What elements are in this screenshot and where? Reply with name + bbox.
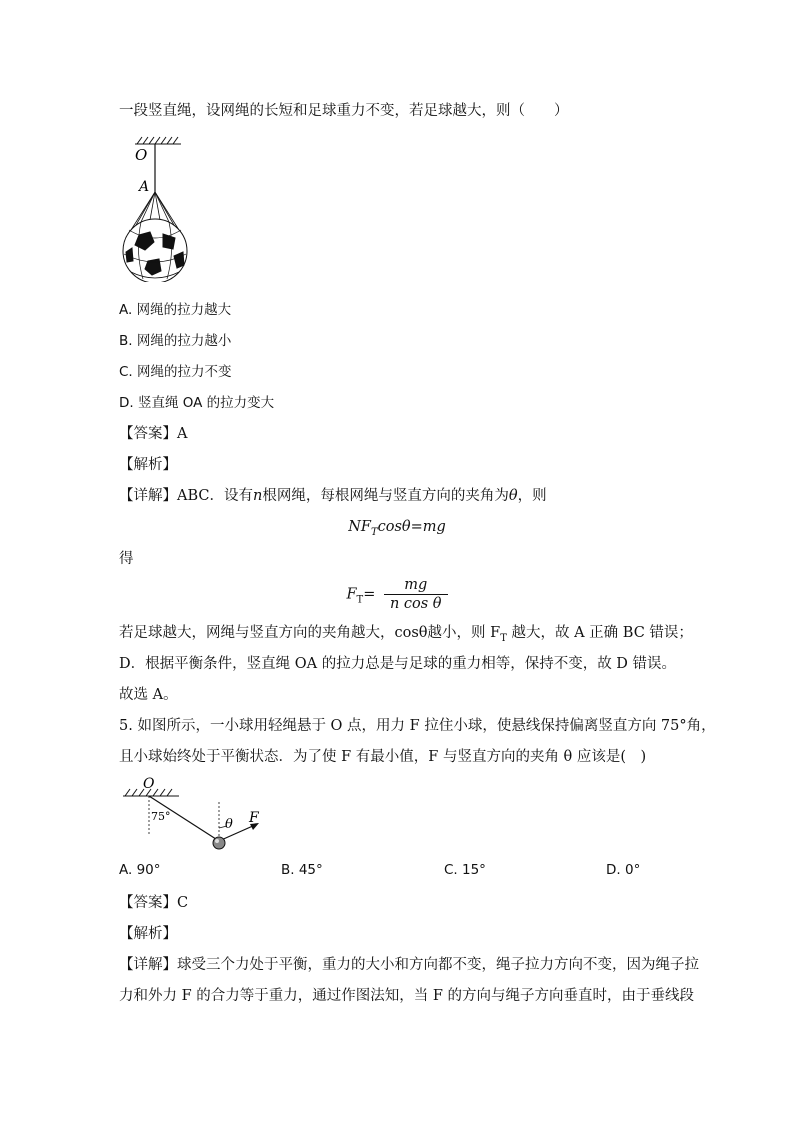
choice-a: A. 90° <box>119 862 161 878</box>
q4-figure <box>117 134 197 282</box>
choice-c: C. 15° <box>444 862 486 878</box>
detail-n: n <box>253 488 263 504</box>
q4-detail-line <box>119 486 547 506</box>
fraction <box>384 576 448 613</box>
football <box>123 219 187 282</box>
q5-answer: 【答案】C <box>119 895 189 911</box>
label-F: F <box>249 810 259 826</box>
q4-intro: 一段竖直绳，设网绳的长短和足球重力不变，若足球越大，则（ ） <box>119 103 569 119</box>
q4-conclusion-2: D．根据平衡条件，竖直绳 OA 的拉力总是与足球的重力相等，保持不变，故 D 错误。 <box>119 656 677 672</box>
option-d: D. 竖直绳 OA 的拉力变大 <box>119 395 275 411</box>
detail-theta: θ <box>508 488 518 504</box>
fraction-denominator: n cos θ <box>389 596 442 612</box>
q5-stem-1: 5. 如图所示，一小球用轻绳悬于 O 点，用力 F 拉住小球，使悬线保持偏离竖直方向 75°角， <box>119 718 716 734</box>
equation-2: $F_T=$ $\frac{mg}{\text{n cos θ}}$ <box>0 576 794 613</box>
option-b: B. 网绳的拉力越小 <box>119 333 232 349</box>
choice-b: B. 45° <box>281 862 323 878</box>
q5-analysis-heading: 【解析】 <box>119 926 177 942</box>
fraction-numerator: mg <box>384 576 448 595</box>
q4-conclusion-1: 若足球越大，网绳与竖直方向的夹角越大，cosθ越小，则 $F_T$ 越大，故 A 正确 BC 错误； <box>119 625 693 644</box>
label-O: O <box>143 776 155 792</box>
option-c: C. 网绳的拉力不变 <box>119 364 232 380</box>
q4-conclusion-3: 故选 A。 <box>119 687 178 703</box>
option-a: A. 网绳的拉力越大 <box>119 302 232 318</box>
label-O: O <box>135 146 148 164</box>
ceiling-hatch <box>135 137 181 144</box>
detail-mid: 根网绳，每根网绳与竖直方向的夹角为 <box>262 488 509 504</box>
label-75: 75° <box>151 810 171 823</box>
label-theta: θ <box>225 817 233 832</box>
detail-prefix: 【详解】ABC．设有 <box>119 488 253 504</box>
ball <box>213 837 225 849</box>
q5-detail-2: 力和外力 F 的合力等于重力，通过作图法知，当 F 的方向与绳子方向垂直时，由于垂线段 <box>119 988 695 1004</box>
q5-choices <box>119 862 679 882</box>
equation-1: $NF_T\cos\theta=mg$ <box>348 519 446 538</box>
q4-analysis-heading: 【解析】 <box>119 457 177 473</box>
de-text: 得 <box>119 551 134 567</box>
detail-suffix: ，则 <box>517 488 547 504</box>
q5-figure <box>119 774 269 854</box>
q4-answer: 【答案】A <box>119 426 188 442</box>
choice-d: D. 0° <box>606 862 641 878</box>
q5-stem-2: 且小球始终处于平衡状态．为了使 F 有最小值，F 与竖直方向的夹角 θ 应该是( ) <box>119 749 647 765</box>
q5-detail-1: 【详解】球受三个力处于平衡，重力的大小和方向都不变，绳子拉力方向不变，因为绳子拉 <box>119 957 699 973</box>
label-A: A <box>139 179 150 195</box>
